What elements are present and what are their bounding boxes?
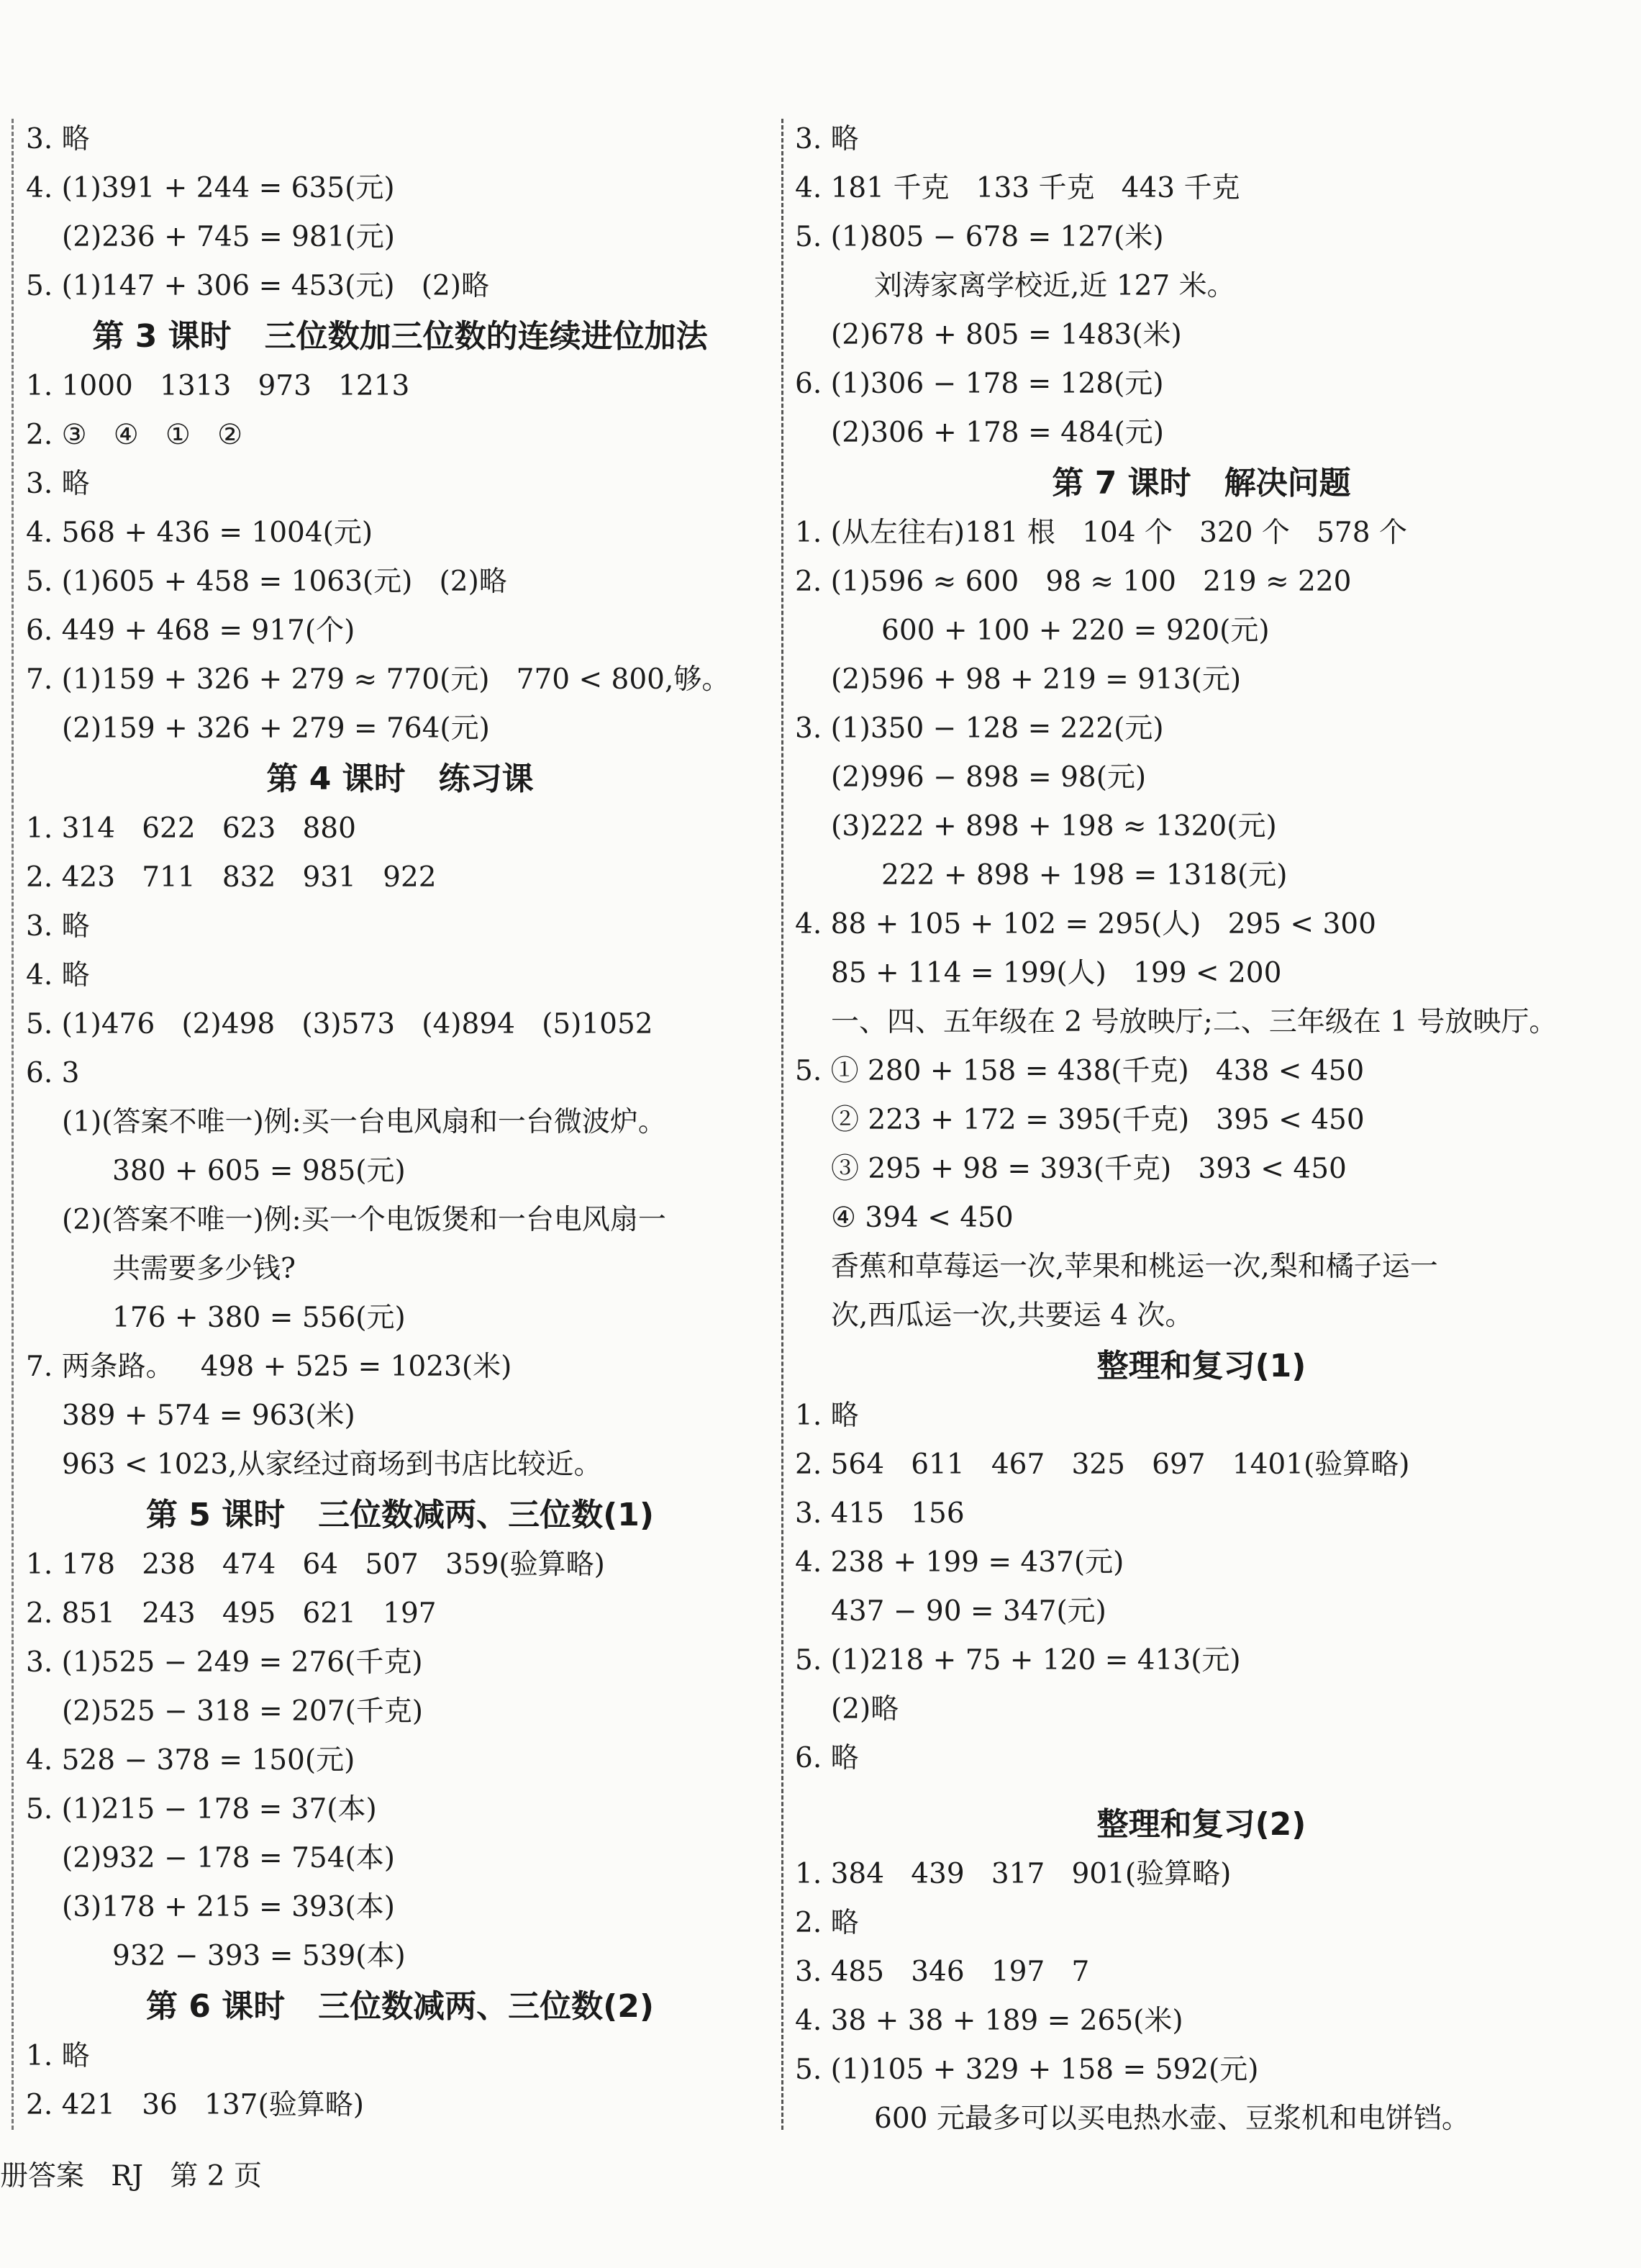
- answer-item: 7. (1)159 + 326 + 279 ≈ 770(元) 770 < 800,够。: [26, 663, 730, 696]
- answer-item: 2. 851 243 495 621 197: [26, 1597, 437, 1630]
- answer-continuation: 香蕉和草莓运一次,苹果和桃运一次,梨和橘子运一: [831, 1251, 1438, 1283]
- answer-item: 6. 略: [795, 1742, 859, 1774]
- answer-item: 5. (1)805 − 678 = 127(米): [795, 221, 1164, 253]
- section-heading: 整理和复习(1): [1096, 1348, 1306, 1384]
- answer-continuation: ② 223 + 172 = 395(千克) 395 < 450: [831, 1104, 1365, 1136]
- answer-continuation: 963 < 1023,从家经过商场到书店比较近。: [62, 1448, 602, 1481]
- answer-item: 4. 略: [26, 959, 90, 992]
- answer-continuation: (1)(答案不唯一)例:买一台电风扇和一台微波炉。: [62, 1106, 666, 1138]
- left-column: [26, 115, 774, 2130]
- answer-item: 1. 384 439 317 901(验算略): [795, 1858, 1232, 1890]
- section-heading: 整理和复习(2): [1096, 1806, 1306, 1843]
- answer-item: 2. 421 36 137(验算略): [26, 2089, 364, 2121]
- answer-continuation: 176 + 380 = 556(元): [112, 1302, 406, 1334]
- answer-item: 2. ③ ④ ① ②: [26, 419, 243, 451]
- answer-item: 6. 3: [26, 1057, 80, 1089]
- answer-continuation: 次,西瓜运一次,共要运 4 次。: [831, 1299, 1194, 1332]
- answer-continuation: 932 − 393 = 539(本): [112, 1940, 406, 1972]
- answer-item: 3. 485 346 197 7: [795, 1956, 1090, 1988]
- answer-continuation: 389 + 574 = 963(米): [62, 1400, 355, 1432]
- answer-item: 5. (1)605 + 458 = 1063(元) (2)略: [26, 566, 507, 598]
- answer-item: 3. 略: [26, 123, 90, 155]
- answer-continuation: (2)159 + 326 + 279 = 764(元): [62, 712, 490, 745]
- answer-item: 4. (1)391 + 244 = 635(元): [26, 172, 395, 204]
- answer-item: 5. ① 280 + 158 = 438(千克) 438 < 450: [795, 1055, 1365, 1087]
- section-heading: 第 6 课时 三位数减两、三位数(2): [145, 1988, 655, 2025]
- section-heading: 第 3 课时 三位数加三位数的连续进位加法: [92, 318, 708, 355]
- answer-continuation: (2)996 − 898 = 98(元): [831, 761, 1147, 794]
- answer-item: 1. 1000 1313 973 1213: [26, 370, 410, 402]
- answer-item: 3. 415 156: [795, 1497, 965, 1530]
- answer-item: 1. (从左往右)181 根 104 个 320 个 578 个: [795, 517, 1407, 549]
- answer-item: 4. 181 千克 133 千克 443 千克: [795, 172, 1240, 204]
- answer-item: 5. (1)218 + 75 + 120 = 413(元): [795, 1644, 1241, 1677]
- answer-continuation: 刘涛家离学校近,近 127 米。: [874, 270, 1235, 302]
- answer-item: 4. 88 + 105 + 102 = 295(人) 295 < 300: [795, 908, 1376, 940]
- answer-continuation: 222 + 898 + 198 = 1318(元): [881, 859, 1288, 892]
- answer-continuation: 600 + 100 + 220 = 920(元): [881, 614, 1270, 647]
- answer-item: 1. 略: [26, 2040, 90, 2072]
- answer-continuation: 共需要多少钱?: [112, 1253, 296, 1285]
- answer-continuation: (2)略: [831, 1693, 899, 1725]
- answer-continuation: (2)932 − 178 = 754(本): [62, 1842, 395, 1874]
- answer-continuation: 380 + 605 = 985(元): [112, 1155, 406, 1187]
- answer-item: 4. 38 + 38 + 189 = 265(米): [795, 2005, 1183, 2037]
- answer-continuation: (3)178 + 215 = 393(本): [62, 1891, 395, 1923]
- answer-item: 4. 528 − 378 = 150(元): [26, 1744, 355, 1777]
- answer-item: 1. 略: [795, 1400, 859, 1432]
- answer-item: 1. 178 238 474 64 507 359(验算略): [26, 1548, 605, 1581]
- answer-item: 3. (1)525 − 249 = 276(千克): [26, 1646, 423, 1679]
- right-column: [795, 115, 1608, 2144]
- answer-item: 6. 449 + 468 = 917(个): [26, 614, 355, 647]
- answer-item: 5. (1)147 + 306 = 453(元) (2)略: [26, 270, 489, 302]
- answer-continuation: 437 − 90 = 347(元): [831, 1595, 1106, 1628]
- answer-continuation: ③ 295 + 98 = 393(千克) 393 < 450: [831, 1153, 1347, 1185]
- section-heading: 第 4 课时 练习课: [266, 761, 534, 797]
- answer-item: 7. 两条路。 498 + 525 = 1023(米): [26, 1351, 512, 1383]
- answer-continuation: 600 元最多可以买电热水壶、豆浆机和电饼铛。: [874, 2103, 1470, 2135]
- left-edge-rule: [12, 119, 14, 2130]
- answer-continuation: 85 + 114 = 199(人) 199 < 200: [831, 957, 1282, 989]
- answer-item: 3. 略: [26, 468, 90, 500]
- section-heading: 第 5 课时 三位数减两、三位数(1): [145, 1497, 655, 1533]
- answer-continuation: 一、四、五年级在 2 号放映厅;二、三年级在 1 号放映厅。: [831, 1006, 1558, 1038]
- answer-item: 2. 564 611 467 325 697 1401(验算略): [795, 1448, 1410, 1481]
- answer-item: 3. 略: [26, 910, 90, 943]
- answer-item: 5. (1)476 (2)498 (3)573 (4)894 (5)1052: [26, 1008, 653, 1040]
- answer-item: 3. 略: [795, 123, 859, 155]
- answer-item: 4. 568 + 436 = 1004(元): [26, 517, 373, 549]
- answer-item: 2. (1)596 ≈ 600 98 ≈ 100 219 ≈ 220: [795, 566, 1352, 598]
- answer-item: 5. (1)215 − 178 = 37(本): [26, 1793, 377, 1825]
- column-divider: [781, 119, 783, 2130]
- answer-item: 4. 238 + 199 = 437(元): [795, 1546, 1124, 1579]
- answer-item: 3. (1)350 − 128 = 222(元): [795, 712, 1164, 745]
- answer-continuation: (2)236 + 745 = 981(元): [62, 221, 395, 253]
- answer-item: 1. 314 622 623 880: [26, 812, 356, 845]
- answer-item: 5. (1)105 + 329 + 158 = 592(元): [795, 2054, 1259, 2086]
- answer-continuation: (2)596 + 98 + 219 = 913(元): [831, 663, 1242, 696]
- answer-item: 2. 略: [795, 1907, 859, 1939]
- page-footer: 册答案 RJ 第 2 页: [0, 2160, 262, 2192]
- answer-continuation: (2)678 + 805 = 1483(米): [831, 319, 1182, 351]
- answer-item: 2. 423 711 832 931 922: [26, 861, 437, 894]
- answer-continuation: (2)306 + 178 = 484(元): [831, 417, 1164, 449]
- answer-continuation: ④ 394 < 450: [831, 1202, 1014, 1234]
- answer-continuation: (2)(答案不唯一)例:买一个电饭煲和一台电风扇一: [62, 1204, 666, 1236]
- answer-continuation: (3)222 + 898 + 198 ≈ 1320(元): [831, 810, 1277, 843]
- section-heading: 第 7 课时 解决问题: [1052, 465, 1351, 502]
- answer-item: 6. (1)306 − 178 = 128(元): [795, 368, 1164, 400]
- answer-continuation: (2)525 − 318 = 207(千克): [62, 1695, 423, 1728]
